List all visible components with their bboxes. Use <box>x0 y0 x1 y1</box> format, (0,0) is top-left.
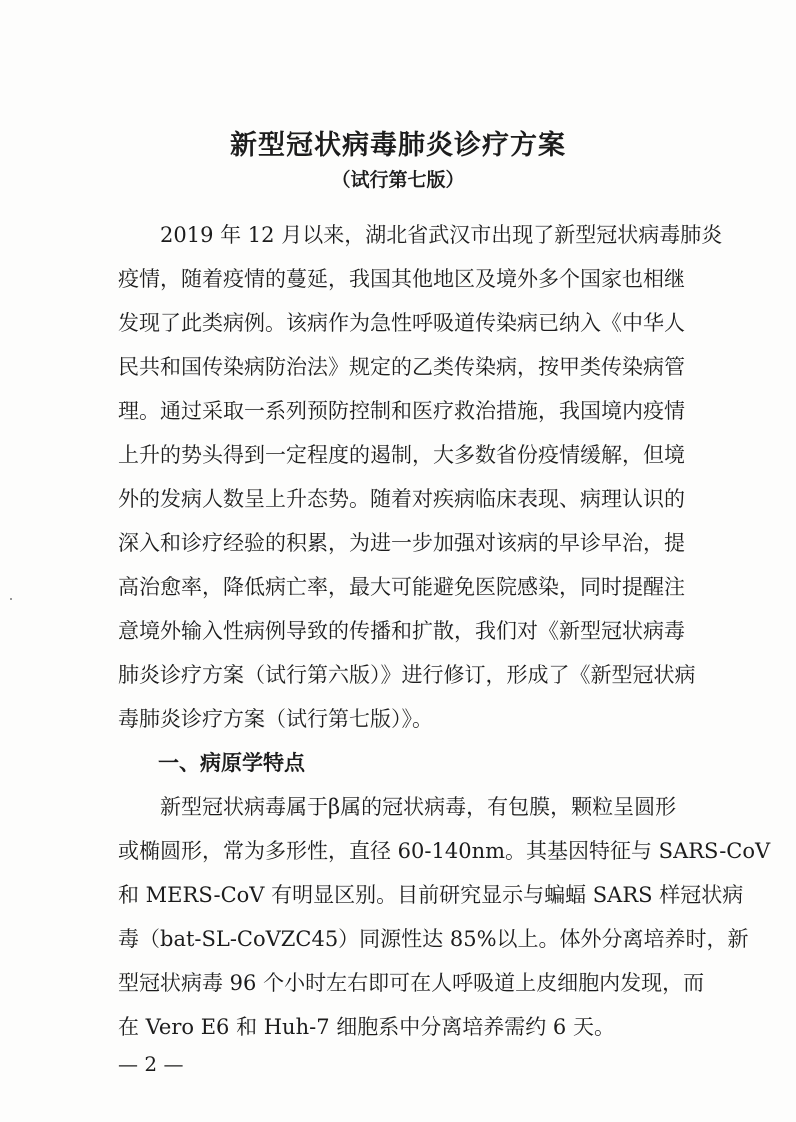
paragraph-line: 毒（bat-SL-CoVZC45）同源性达 85%以上。体外分离培养时，新 <box>118 927 749 951</box>
paragraph-line: 意境外输入性病例导致的传播和扩散，我们对《新型冠状病毒 <box>118 619 685 643</box>
paragraph-line: 毒肺炎诊疗方案（试行第七版）》。 <box>118 707 433 731</box>
page-number: — 2 — <box>118 1052 184 1076</box>
paragraph-line: 上升的势头得到一定程度的遏制，大多数省份疫情缓解，但境 <box>118 443 685 467</box>
paragraph-line: 2019 年 12 月以来，湖北省武汉市出现了新型冠状病毒肺炎 <box>118 223 723 247</box>
scan-speck <box>10 598 12 600</box>
paragraph-line: 新型冠状病毒属于β属的冠状病毒，有包膜，颗粒呈圆形 <box>118 795 677 819</box>
paragraph-line: 外的发病人数呈上升态势。随着对疾病临床表现、病理认识的 <box>118 487 685 511</box>
paragraph-line: 民共和国传染病防治法》规定的乙类传染病，按甲类传染病管 <box>118 355 685 379</box>
document-subtitle: （试行第七版） <box>331 169 465 191</box>
section-heading: 一、病原学特点 <box>158 750 305 775</box>
paragraph-line: 肺炎诊疗方案（试行第六版）》进行修订，形成了《新型冠状病 <box>118 663 696 687</box>
paragraph-line: 型冠状病毒 96 个小时左右即可在人呼吸道上皮细胞内发现，而 <box>118 971 705 995</box>
paragraph-line: 疫情，随着疫情的蔓延，我国其他地区及境外多个国家也相继 <box>118 267 685 291</box>
document-title: 新型冠状病毒肺炎诊疗方案 <box>230 130 566 161</box>
paragraph-line: 在 Vero E6 和 Huh-7 细胞系中分离培养需约 6 天。 <box>118 1015 615 1039</box>
paragraph-line: 深入和诊疗经验的积累，为进一步加强对该病的早诊早治，提 <box>118 531 685 555</box>
paragraph-line: 理。通过采取一系列预防控制和医疗救治措施，我国境内疫情 <box>118 399 685 423</box>
paragraph-line: 或椭圆形，常为多形性，直径 60-140nm。其基因特征与 SARS-CoV <box>118 839 771 863</box>
paragraph-line: 和 MERS-CoV 有明显区别。目前研究显示与蝙蝠 SARS 样冠状病 <box>118 883 744 907</box>
paragraph-line: 发现了此类病例。该病作为急性呼吸道传染病已纳入《中华人 <box>118 311 685 335</box>
paragraph-line: 高治愈率，降低病亡率，最大可能避免医院感染，同时提醒注 <box>118 575 685 599</box>
